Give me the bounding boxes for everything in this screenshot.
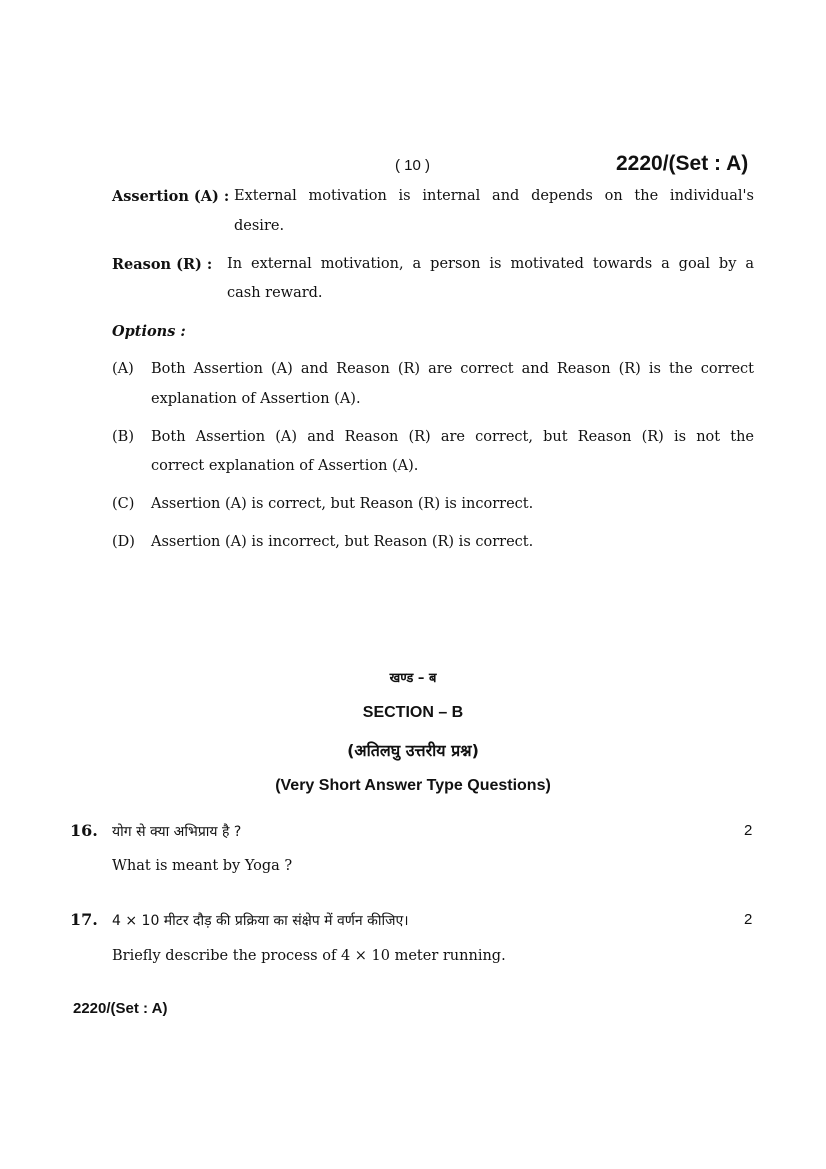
question-17-hindi: 4 × 10 मीटर दौड़ की प्रक्रिया का संक्षेप में वर्णन कीजिए। — [112, 913, 409, 929]
question-marks: 2 — [744, 911, 753, 928]
section-hindi-title: खण्ड – ब — [389, 671, 437, 686]
option-a-line2: explanation of Assertion (A). — [151, 391, 361, 407]
section-subtitle: (Very Short Answer Type Questions) — [275, 777, 551, 794]
assertion-label: Assertion (A) : — [112, 188, 230, 205]
option-key: (C) — [112, 496, 135, 512]
option-d-text: Assertion (A) is incorrect, but Reason (R) is correct. — [151, 534, 534, 550]
question-16-hindi: योग से क्या अभिप्राय है ? — [112, 824, 242, 840]
assertion-line2: desire. — [234, 218, 285, 234]
section-hindi-subtitle: (अतिलघु उत्तरीय प्रश्न) — [347, 741, 479, 760]
question-number: 17. — [70, 910, 98, 929]
option-a-line1: Both Assertion (A) and Reason (R) are correct and Reason (R) is the correct — [151, 361, 754, 377]
question-marks: 2 — [744, 822, 753, 839]
paper-code-footer: 2220/(Set : A) — [73, 1000, 168, 1017]
section-title: SECTION – B — [362, 704, 464, 721]
question-number: 16. — [70, 821, 98, 840]
option-b-line2: correct explanation of Assertion (A). — [151, 458, 419, 474]
question-17-english: Briefly describe the process of 4 × 10 meter running. — [112, 948, 506, 964]
reason-line1: In external motivation, a person is motivated towards a goal by a — [227, 256, 754, 272]
paper-code-header: 2220/(Set : A) — [616, 152, 749, 175]
options-label: Options : — [112, 323, 186, 340]
question-16-english: What is meant by Yoga ? — [112, 858, 293, 874]
assertion-line1: External motivation is internal and depends on the individual's — [234, 188, 754, 204]
option-key: (A) — [112, 361, 134, 377]
reason-line2: cash reward. — [227, 285, 323, 301]
reason-label: Reason (R) : — [112, 256, 213, 273]
option-key: (D) — [112, 534, 135, 550]
page-number: ( 10 ) — [395, 157, 431, 174]
option-c-text: Assertion (A) is correct, but Reason (R) is incorrect. — [151, 496, 534, 512]
option-b-line1: Both Assertion (A) and Reason (R) are correct, but Reason (R) is not the — [151, 429, 754, 445]
option-key: (B) — [112, 429, 134, 445]
